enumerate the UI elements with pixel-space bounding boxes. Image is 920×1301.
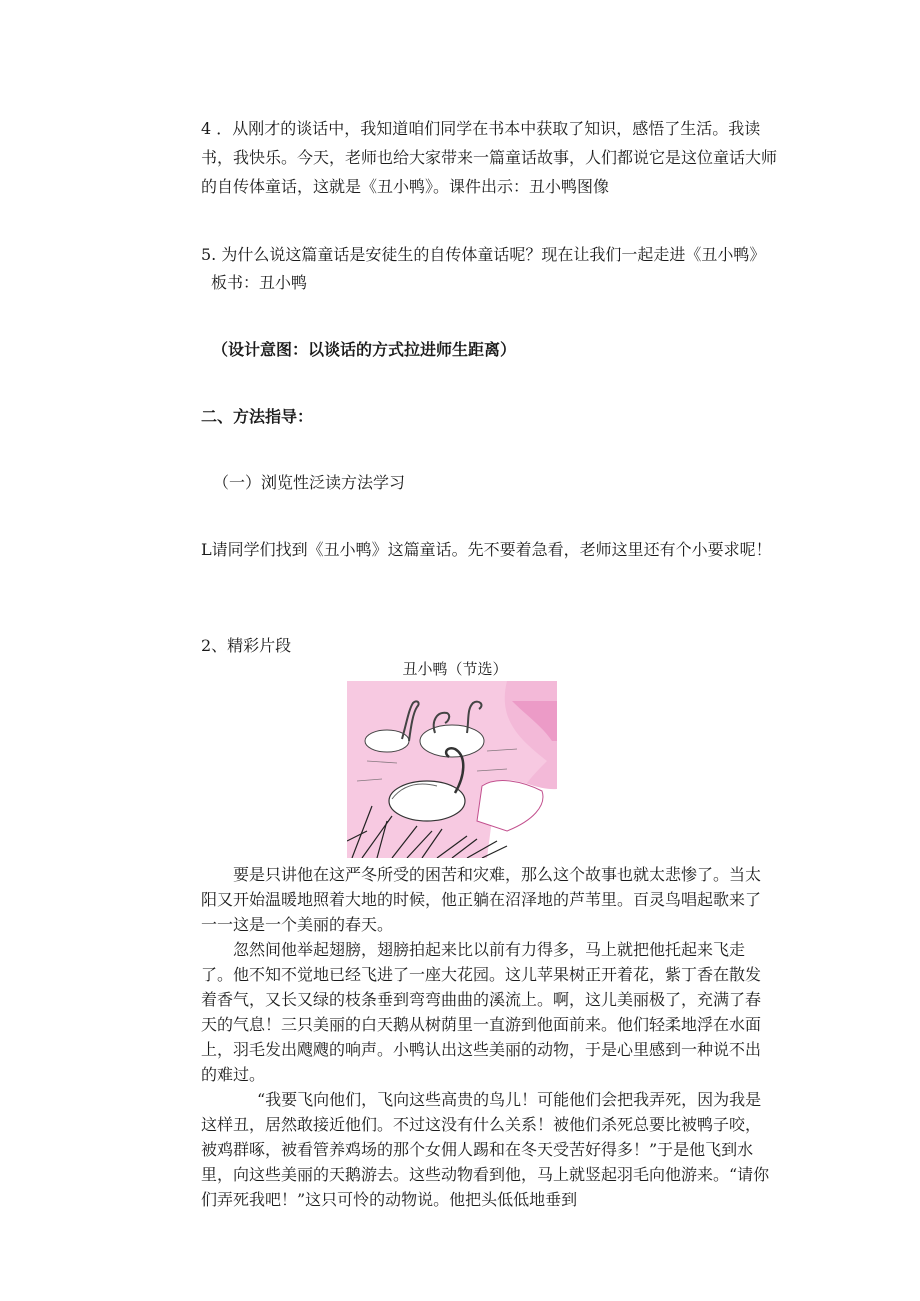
swans-illustration: [347, 681, 557, 858]
subsection-browse-reading: （一）浏览性泛读方法学习: [213, 473, 406, 492]
excerpt-paragraph-3: “我要飞向他们，飞向这些高贵的鸟儿！可能他们会把我弄死，因为我是这样丑，居然敢接近他们。不过这没有什么关系！被他们杀死总要比被鸭子咬，被鸡群啄，被看管养鸡场的那个女佣人踢和在冬天受苦好得多！”于是他飞到水里，向这些美丽的天鹅游去。这些动物看到他，马上就竖起羽毛向他游来。“请你们弄死我吧！”这只可怜的动物说。他把头低低地垂到: [201, 1090, 770, 1209]
step-1-text: L请同学们找到《丑小鸭》这篇童话。先不要着急看，老师这里还有个小要求呢！: [201, 540, 772, 559]
paragraph-4: 4 ．从刚才的谈话中，我知道咱们同学在书本中获取了知识，感悟了生活。我读书，我快乐。今天，老师也给大家带来一篇童话故事，人们都说它是这位童话大师的自传体童话，这就是《丑小鸭》。课件出示：丑小鸭图像: [201, 119, 778, 196]
step-2-heading: 2、精彩片段: [201, 636, 292, 655]
excerpt-title: 丑小鸭（节选）: [402, 660, 508, 678]
section-heading-method: 二、方法指导：: [201, 407, 314, 426]
excerpt-paragraph-2: 忽然间他举起翅膀，翅膀拍起来比以前有力得多，马上就把他托起来飞走了。他不知不觉地已经飞进了一座大花园。这儿苹果树正开着花，紫丁香在散发着香气，又长又绿的枝条垂到弯弯曲曲的溪流上。啊，这儿美丽极了，充满了春天的气息！三只美丽的白天鹅从树荫里一直游到他面前来。他们轻柔地浮在水面上，羽毛发出飕飕的响声。小鸭认出这些美丽的动物，于是心里感到一种说不出的难过。: [201, 940, 762, 1084]
design-intent: （设计意图：以谈话的方式拉进师生距离）: [212, 340, 517, 359]
paragraph-5: 5. 为什么说这篇童话是安徒生的自传体童话呢？现在让我们一起走进《丑小鸭》: [201, 245, 766, 264]
excerpt-paragraph-1: 要是只讲他在这严冬所受的困苦和灾难，那么这个故事也就太悲惨了。当太阳又开始温暖地照着大地的时候，他正躺在沼泽地的芦苇里。百灵鸟唱起歌来了一一这是一个美丽的春天。: [201, 865, 762, 934]
blackboard-note: 板书：丑小鸭: [211, 273, 308, 292]
